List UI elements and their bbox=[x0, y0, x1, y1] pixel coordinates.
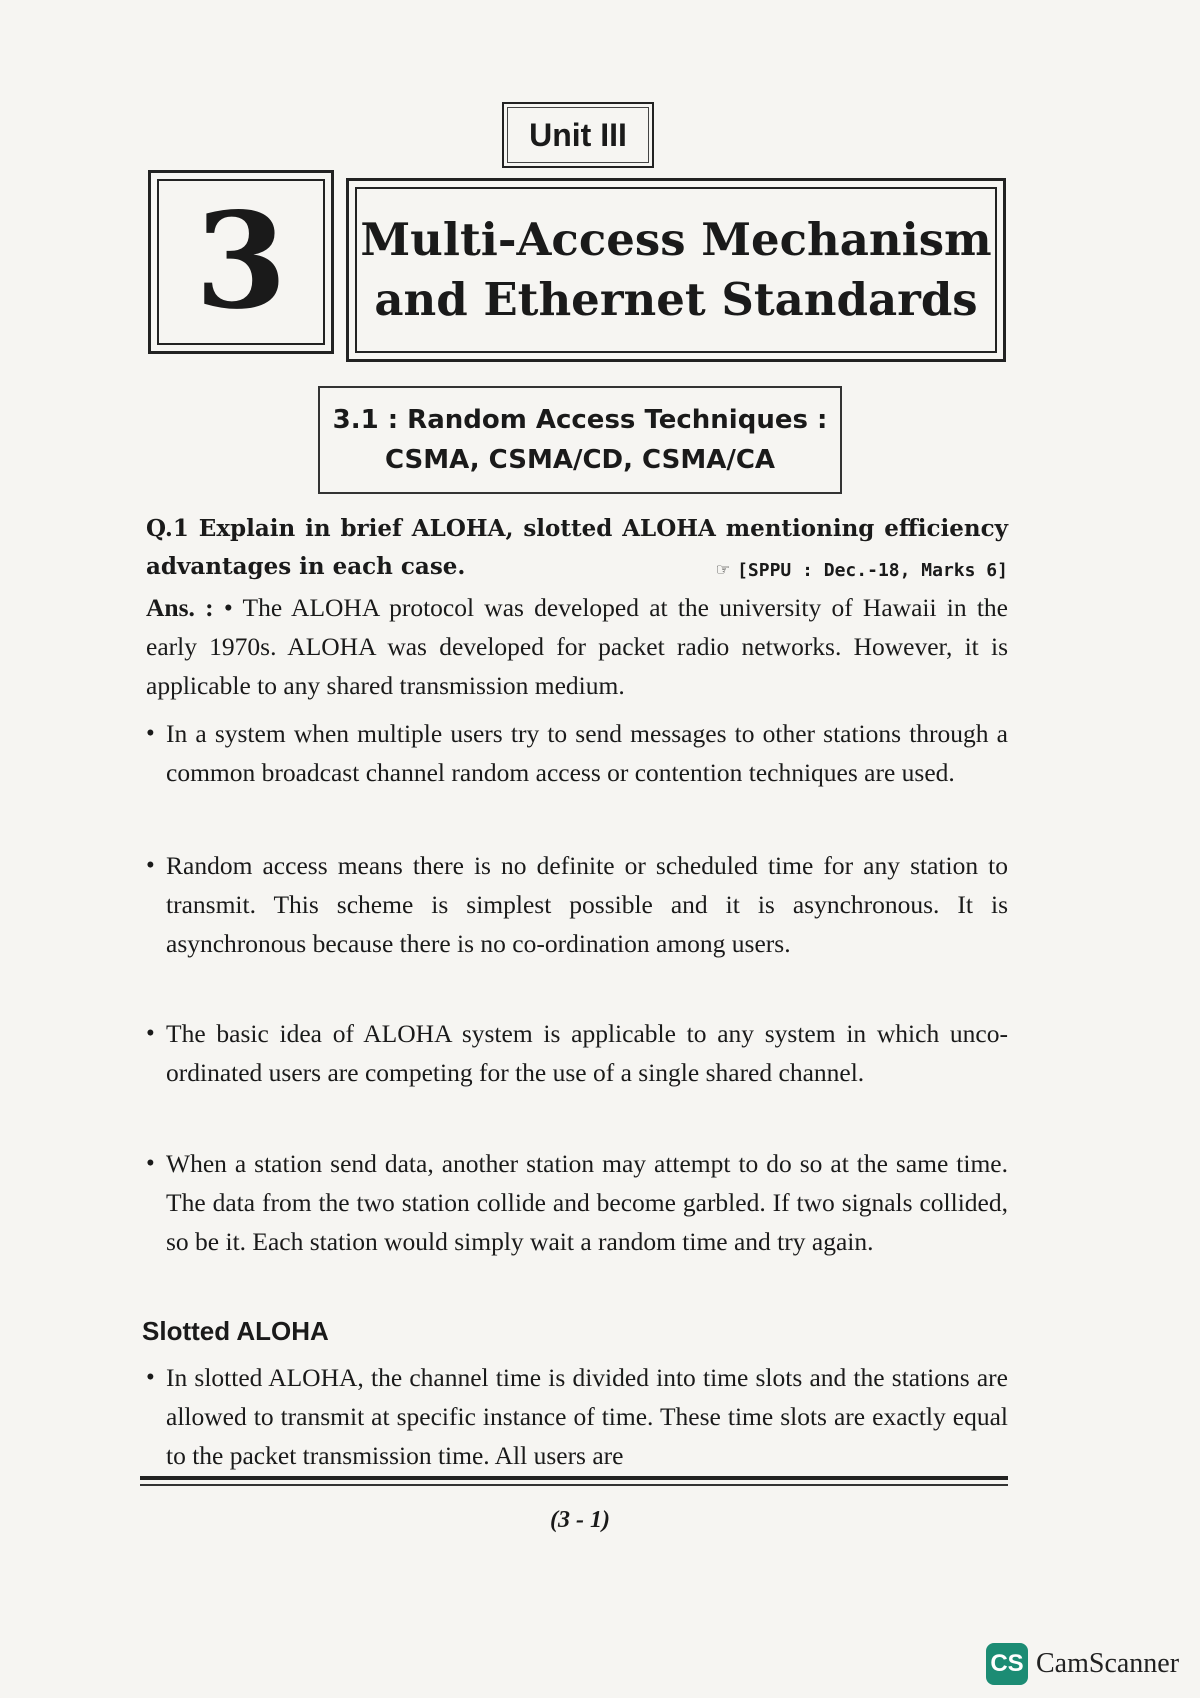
question-reference bbox=[717, 550, 1008, 590]
bullet-item bbox=[146, 714, 1008, 792]
bullet-text: Random access means there is no definite or scheduled time for any station to transmit. This scheme is simplest possible and it is asynchronous. It is asynchronous because there is no co-ordination among users. bbox=[166, 851, 1008, 958]
chapter-title-line1: Multi-Access Mechanism bbox=[360, 213, 992, 266]
unit-label-box bbox=[502, 102, 654, 168]
bullet-item bbox=[146, 1358, 1008, 1475]
subheading-slotted-aloha: Slotted ALOHA bbox=[142, 1316, 329, 1346]
section-heading-line1: 3.1 : Random Access Techniques : bbox=[332, 405, 828, 435]
answer-label: Ans. : bbox=[146, 593, 214, 622]
bullet-text: In a system when multiple users try to send messages to other stations through a common broadcast channel random access or contention techniques are used. bbox=[166, 719, 1008, 787]
bullet-dot-icon: • bbox=[146, 1020, 155, 1047]
footer-rule-thin bbox=[140, 1484, 1008, 1486]
bullet-dot-icon: • bbox=[146, 852, 155, 879]
bullet-text: The basic idea of ALOHA system is applicable to any system in which unco-ordinated users are competing for the use of a single shared channel. bbox=[166, 1019, 1008, 1087]
question-text: Q.1 Explain in brief ALOHA, slotted ALOHA mentioning efficiency advantages in each case. bbox=[146, 515, 1008, 580]
section-heading-box bbox=[318, 386, 842, 494]
camscanner-text: CamScanner bbox=[1036, 1648, 1180, 1679]
bullet-item bbox=[146, 846, 1008, 963]
section-heading-line2: CSMA, CSMA/CD, CSMA/CA bbox=[384, 445, 776, 475]
unit-label: Unit III bbox=[529, 116, 627, 153]
chapter-title-line2: and Ethernet Standards bbox=[374, 273, 978, 326]
page-number: (3 - 1) bbox=[550, 1507, 610, 1533]
pointing-hand-icon: ☞ bbox=[717, 557, 730, 581]
reference-text: [SPPU : Dec.-18, Marks 6] bbox=[737, 560, 1008, 581]
bullet-text: When a station send data, another station may attempt to do so at the same time. The data from the two station collide and become garbled. If two signals collided, so be it. Each station would simply wait a random time and try again. bbox=[166, 1149, 1008, 1256]
question bbox=[146, 510, 1008, 590]
bullet-dot-icon: • bbox=[146, 1150, 155, 1177]
chapter-number-box bbox=[148, 170, 334, 354]
bullet-dot-icon: • bbox=[146, 720, 155, 747]
answer-intro-text: • The ALOHA protocol was developed at the university of Hawaii in the early 1970s. ALOHA was developed for packet radio networks. However, it is applicable to any shared transmission medium. bbox=[146, 593, 1009, 700]
footer-rule bbox=[140, 1476, 1008, 1480]
answer-intro bbox=[146, 588, 1008, 705]
chapter-number: 3 bbox=[195, 184, 287, 339]
chapter-title-box bbox=[346, 178, 1006, 362]
bullet-text: In slotted ALOHA, the channel time is divided into time slots and the stations are allowed to transmit at specific instance of time. These time slots are exactly equal to the packet transmission time. All users are bbox=[166, 1363, 1008, 1470]
camscanner-watermark bbox=[986, 1643, 1179, 1685]
bullet-dot-icon: • bbox=[146, 1364, 155, 1391]
bullet-item bbox=[146, 1144, 1008, 1261]
camscanner-logo-icon: CS bbox=[986, 1643, 1028, 1685]
bullet-item bbox=[146, 1014, 1008, 1092]
